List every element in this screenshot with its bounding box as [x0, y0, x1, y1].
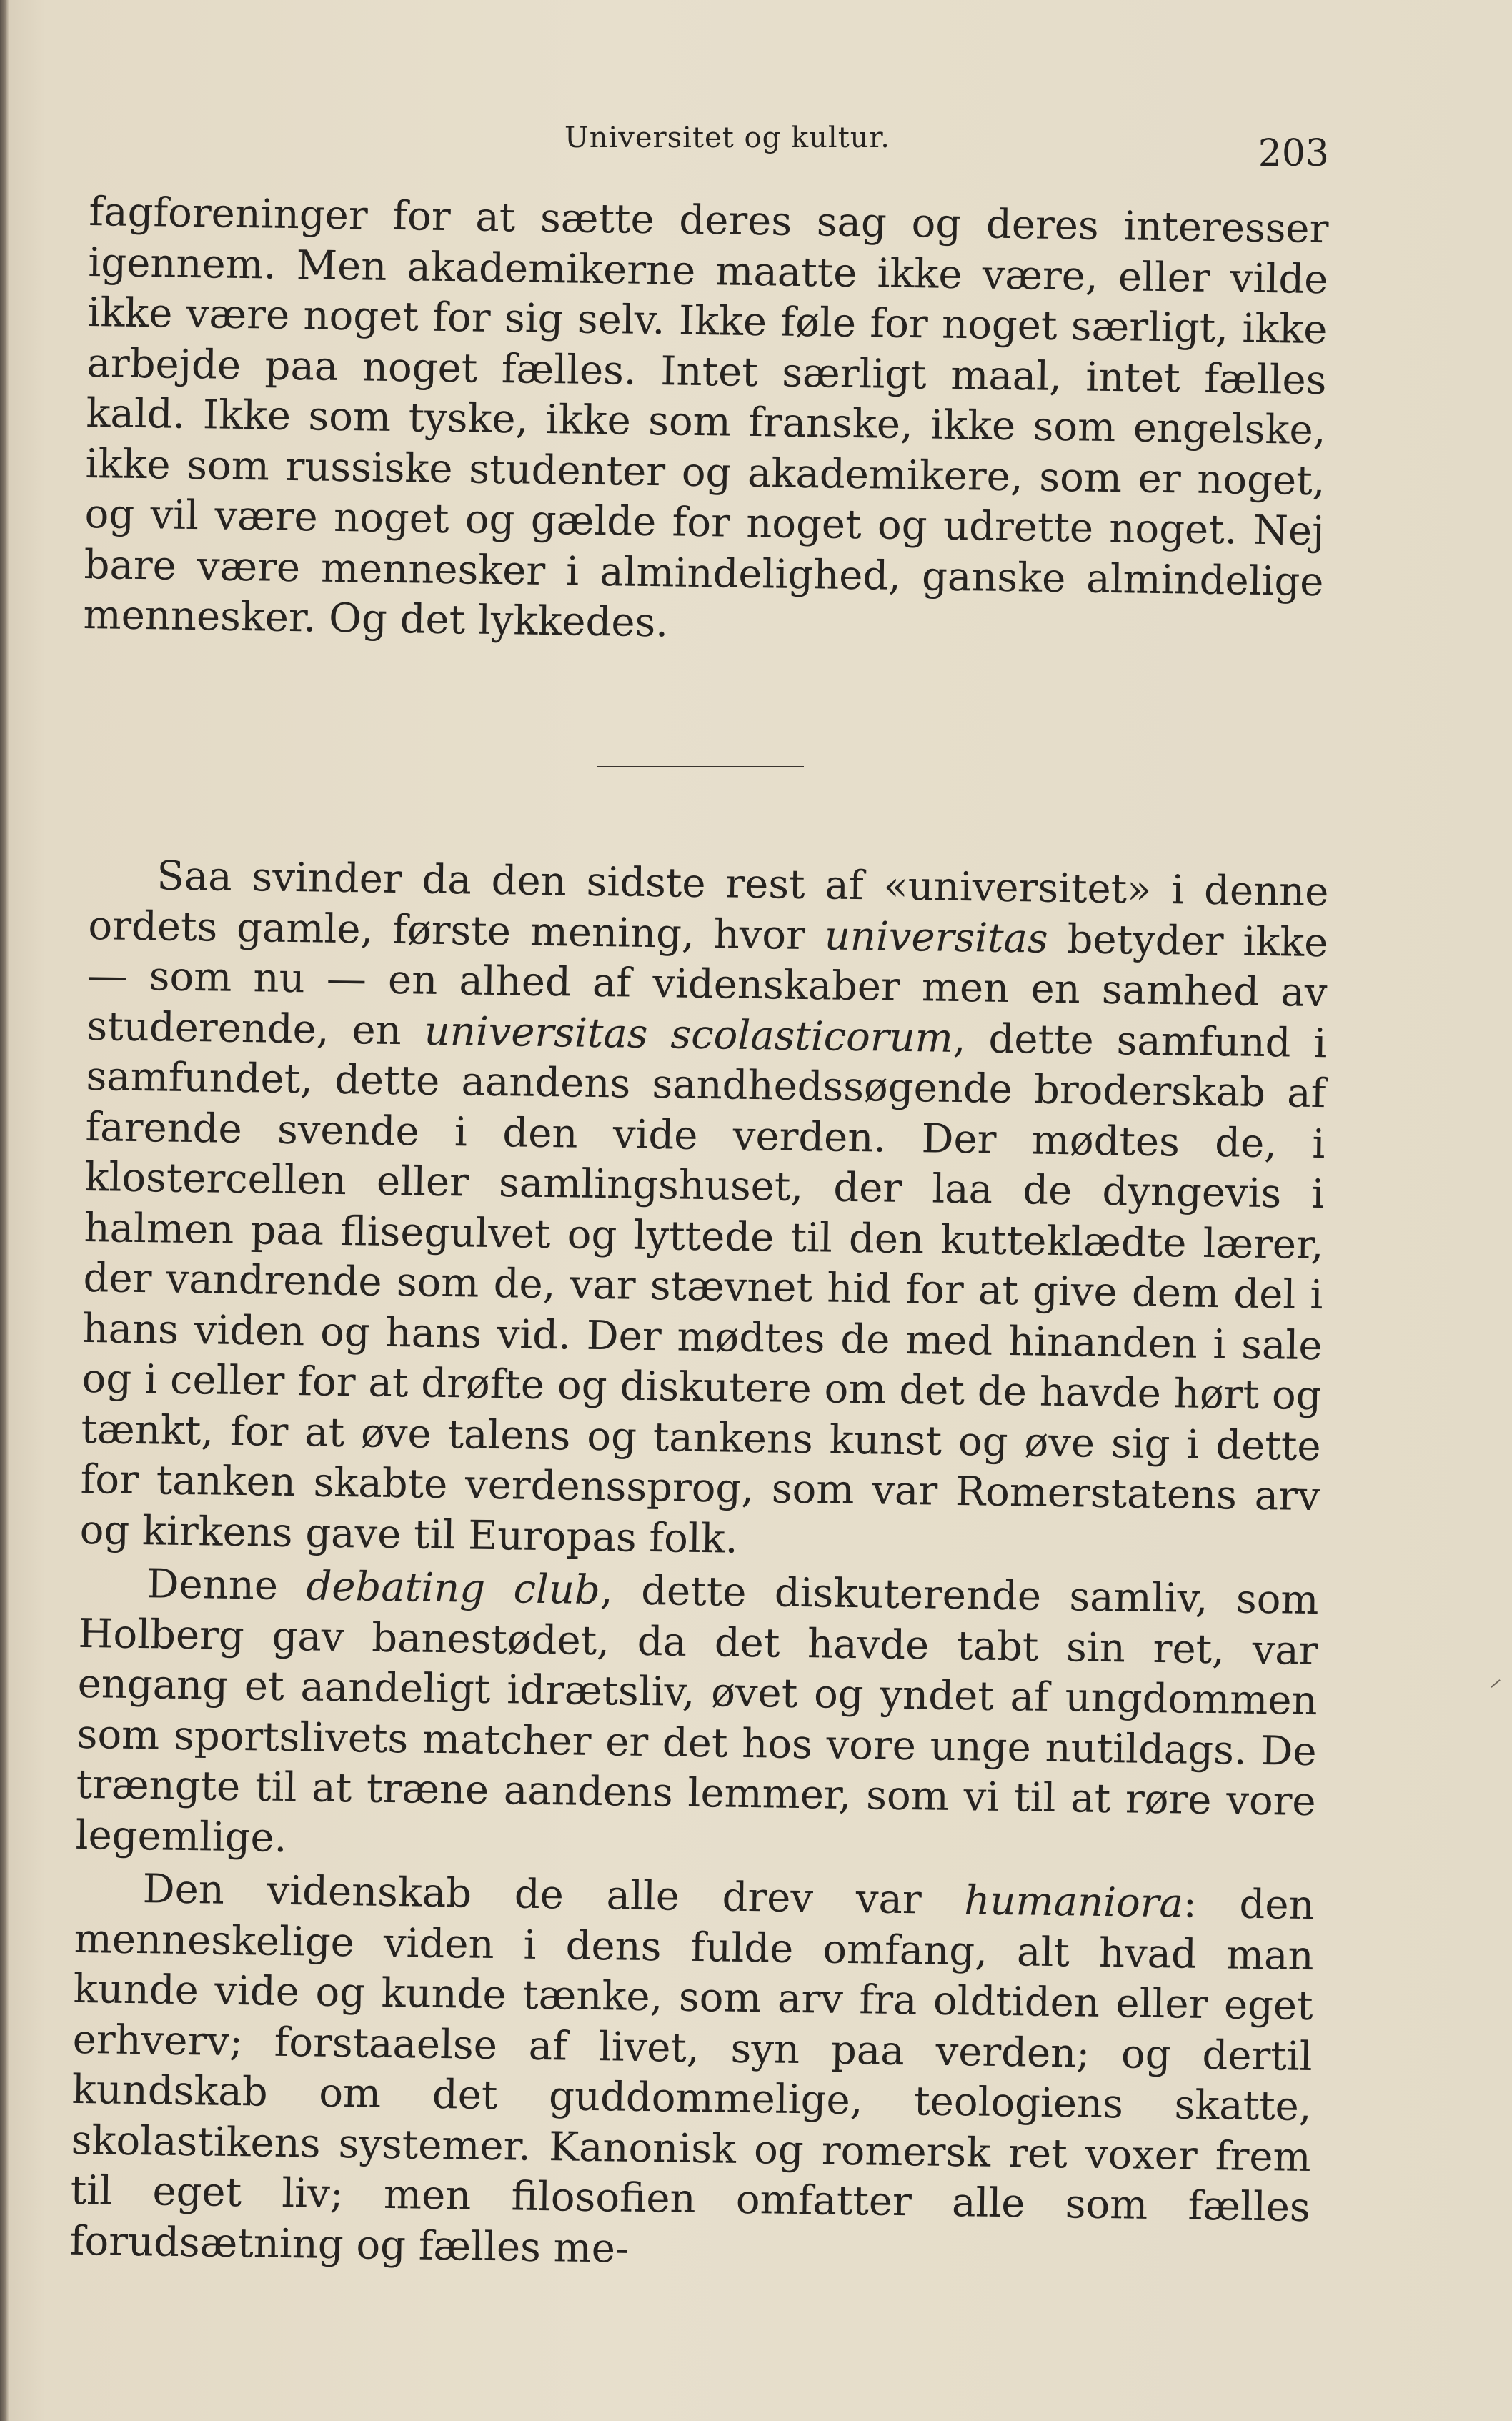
- running-title: Universitet og kultur.: [564, 121, 890, 154]
- paragraph-humaniora: [69, 1864, 1315, 2284]
- text-block-top: [83, 187, 1329, 658]
- text-run: Saa svinder da den sidste rest af «universitet» i denne ordets gamle, første mening, hvor: [88, 852, 1329, 959]
- italic-term: humaniora: [963, 1877, 1184, 1927]
- paragraph-universitas: [79, 850, 1329, 1573]
- italic-term: universitas scolasticorum: [424, 1008, 954, 1062]
- italic-term: debating club: [306, 1563, 601, 1614]
- paragraph-debating-club: [75, 1559, 1319, 1878]
- text-block-main: [69, 850, 1329, 2284]
- text-run: Den videnskab de alle drev var: [142, 1866, 965, 1924]
- text-run: , dette samfund i samfundet, dette aandens sandhedssøgende broderskab af farende svende i den vide verden. Der mødtes de, i klostercellen eller samlingshuset, der laa de dyngevis i halmen paa flisegulvet og lyttede til den kutteklædte lærer, der vandrende som de, var stævnet hid for at give dem del i hans viden og hans vid. Der mødtes de med hinanden i sale og i celler for at drøfte og diskutere om det de havde hørt og tænkt, for at øve talens og tankens kunst og øve sig i dette for tanken skabte verdenssprog, som var Romerstatens arv og kirkens gave til Europas folk.: [79, 1015, 1327, 1563]
- page-header: [89, 114, 1329, 179]
- italic-term: universitas: [824, 912, 1049, 963]
- text-run: Denne: [146, 1561, 307, 1610]
- page-number: 203: [1258, 132, 1329, 175]
- text-run: , dette diskuterende samliv, som Holberg gav banestødet, da det havde tabt sin ret, var engang et aandeligt idrætsliv, øvet og yndet af ungdommen som sportslivets matcher er det hos vore unge nutildags. De trængte til at træne aandens lemmer, som vi til at røre vore legemlige.: [75, 1567, 1319, 1861]
- text-run: betyder ikke — som nu — en alhed af videnskaber men en samhed av studerende, en: [86, 915, 1328, 1055]
- text-run: : den menneskelige viden i dens fulde omfang, alt hvad man kunde vide og kunde tænke, som arv fra oldtiden eller eget erhverv; forstaaelse af livet, syn paa verden; og dertil kundskab om det guddommelige, teologiens skatte, skolastikens systemer. Kanonisk og romersk ret voxer frem til eget liv; men filosofien omfatter alle som fælles forudsætning og fælles me-: [69, 1880, 1315, 2272]
- paragraph-continuation: fagforeninger for at sætte deres sag og deres interesser igennem. Men akademikerne maatte ikke være, eller vilde ikke være noget for sig selv. Ikke føle for noget særligt, ikke arbejde paa noget fælles. Intet særligt maal, intet fælles kald. Ikke som tyske, ikke som franske, ikke som engelske, ikke som russiske studenter og akademikere, som er noget, og vil være noget og gælde for noget og udrette noget. Nej bare være mennesker i almindelighed, ganske almindelige mennesker. Og det lykkedes.: [83, 188, 1329, 647]
- stray-mark: [1491, 1679, 1501, 1688]
- section-divider: [597, 766, 804, 767]
- binding-edge: [0, 0, 9, 2421]
